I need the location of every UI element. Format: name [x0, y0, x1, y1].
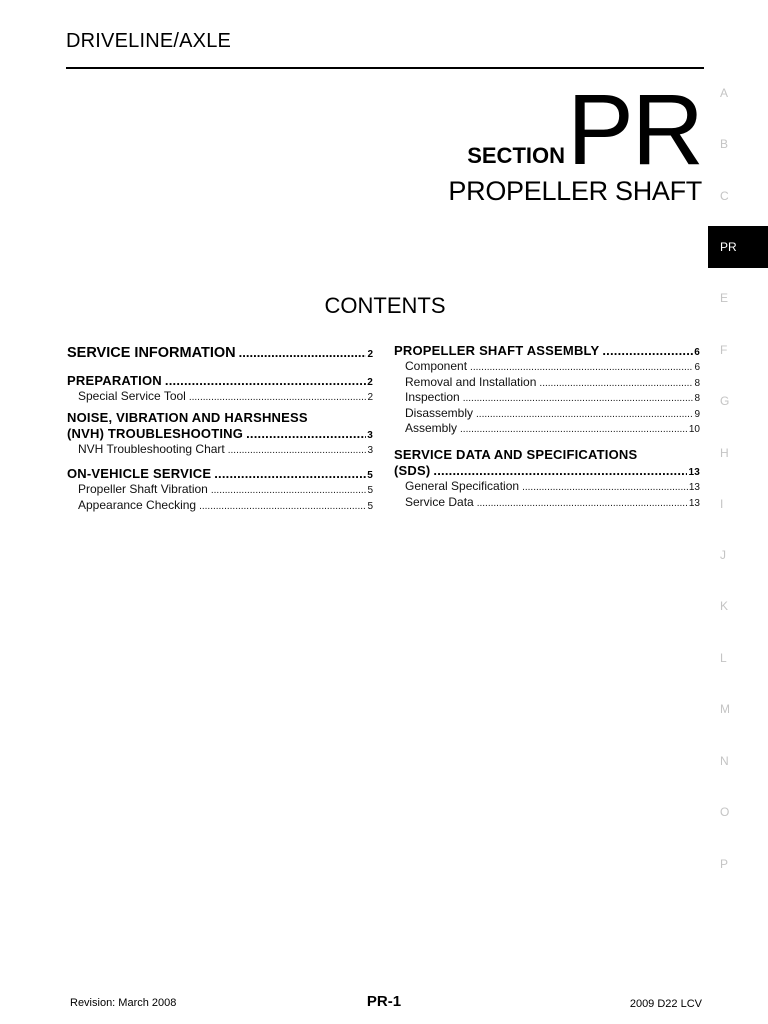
contents-heading: CONTENTS — [324, 293, 446, 318]
toc-label: Assembly — [405, 421, 458, 436]
toc-page-number: 3 — [367, 444, 373, 456]
toc-leader — [602, 343, 693, 359]
toc-entry-appearance-checking[interactable] — [67, 498, 373, 514]
side-tab-label: O — [720, 805, 730, 819]
footer-page-id: PR-1 — [366, 993, 402, 1010]
toc-page-number: 3 — [367, 429, 373, 441]
side-tab-label: G — [720, 394, 730, 408]
toc-leader — [239, 343, 367, 363]
toc-leader — [433, 463, 687, 479]
toc-entry-on-vehicle-service[interactable] — [67, 466, 373, 482]
toc-entry-component[interactable] — [394, 359, 700, 375]
toc-page-number: 5 — [367, 485, 373, 497]
toc-heading-line[interactable]: NOISE, VIBRATION AND HARSHNESS — [67, 409, 308, 425]
toc-label: Service Data — [405, 494, 474, 509]
toc-page-number: 5 — [367, 470, 373, 482]
toc-entry-service-information[interactable] — [67, 343, 373, 363]
toc-label: ON-VEHICLE SERVICE — [67, 466, 212, 482]
section-label: SECTION — [467, 143, 565, 168]
toc-right-column — [394, 343, 700, 510]
toc-leader — [470, 360, 693, 375]
toc-entry-service-data[interactable] — [394, 495, 700, 511]
toc-entry-special-service-tool[interactable] — [67, 389, 373, 405]
toc-label: NVH Troubleshooting Chart — [78, 441, 225, 456]
toc-leader — [463, 391, 694, 406]
toc-entry-assembly[interactable] — [394, 421, 700, 437]
toc-page-number: 13 — [688, 481, 700, 493]
toc-label: Propeller Shaft Vibration — [78, 482, 208, 497]
toc-label: Inspection — [405, 390, 460, 405]
toc-leader — [476, 407, 693, 422]
side-tab-label: L — [720, 651, 727, 665]
side-tab-label: F — [720, 343, 728, 357]
toc-page-number: 2 — [367, 349, 373, 360]
toc-entry-inspection[interactable] — [394, 390, 700, 406]
section-title: PROPELLER SHAFT — [448, 176, 702, 206]
toc-page-number: 9 — [694, 408, 700, 420]
toc-label: (NVH) TROUBLESHOOTING — [67, 425, 244, 441]
toc-page-number: 6 — [694, 347, 700, 358]
toc-entry-removal-installation[interactable] — [394, 375, 700, 391]
side-tab-label: J — [720, 548, 726, 562]
toc-label: Appearance Checking — [78, 497, 197, 512]
toc-leader — [522, 480, 688, 495]
toc-label: Removal and Installation — [405, 374, 537, 389]
toc-leader — [539, 376, 693, 391]
section-group-title: DRIVELINE/AXLE — [66, 30, 232, 52]
toc-label: Special Service Tool — [78, 389, 186, 403]
toc-entry-sds[interactable] — [394, 463, 700, 479]
toc-label: PREPARATION — [67, 373, 162, 388]
toc-label: Disassembly — [405, 405, 474, 420]
toc-page-number: 5 — [367, 500, 373, 512]
toc-label: General Specification — [405, 478, 520, 493]
toc-heading-line[interactable]: SERVICE DATA AND SPECIFICATIONS — [394, 446, 638, 462]
side-tab-pr-active[interactable] — [708, 226, 768, 268]
footer-revision: Revision: March 2008 — [70, 997, 177, 1009]
toc-leader — [460, 422, 688, 437]
side-tab-label: K — [720, 599, 729, 613]
toc-entry-disassembly[interactable] — [394, 406, 700, 422]
side-tab-label: M — [720, 702, 730, 716]
toc-entry-nvh-troubleshooting[interactable] — [67, 426, 373, 442]
toc-label: SERVICE INFORMATION — [67, 345, 236, 361]
side-tab-label: PR — [720, 240, 737, 254]
toc-label: Component — [405, 359, 468, 373]
toc-page-number: 6 — [694, 362, 700, 373]
footer-model: 2009 D22 LCV — [629, 998, 702, 1010]
toc-entry-preparation[interactable] — [67, 373, 373, 389]
toc-leader — [165, 373, 366, 389]
toc-leader — [199, 499, 366, 514]
toc-entry-propeller-shaft-assembly[interactable] — [394, 343, 700, 359]
section-code: PR — [567, 74, 702, 186]
side-tab-label: H — [720, 446, 729, 460]
toc-left-column — [67, 343, 373, 513]
side-tab-label: A — [720, 86, 729, 100]
toc-page-number: 13 — [688, 497, 700, 509]
toc-entry-nvh-chart[interactable] — [67, 442, 373, 458]
toc-leader — [214, 466, 366, 482]
header-divider — [66, 67, 704, 69]
toc-page-number: 2 — [367, 392, 373, 403]
side-tab-label: E — [720, 291, 729, 305]
toc-leader — [189, 390, 367, 405]
toc-label: (SDS) — [394, 462, 431, 478]
toc-page-number: 8 — [694, 377, 700, 389]
side-tab-label: B — [720, 137, 729, 151]
toc-page-number: 10 — [688, 424, 700, 436]
side-tab-label: C — [720, 189, 729, 203]
toc-page-number: 2 — [367, 377, 373, 388]
toc-page-number: 8 — [694, 393, 700, 405]
toc-label: PROPELLER SHAFT ASSEMBLY — [394, 343, 600, 358]
side-tab-label: I — [720, 497, 724, 511]
toc-page-number: 13 — [688, 466, 700, 478]
toc-leader — [228, 443, 367, 458]
toc-leader — [246, 426, 366, 442]
toc-entry-shaft-vibration[interactable] — [67, 482, 373, 498]
side-tab-label: P — [720, 857, 729, 871]
toc-leader — [211, 483, 367, 498]
toc-entry-general-specification[interactable] — [394, 479, 700, 495]
toc-leader — [477, 496, 688, 511]
side-tab-label: N — [720, 754, 729, 768]
